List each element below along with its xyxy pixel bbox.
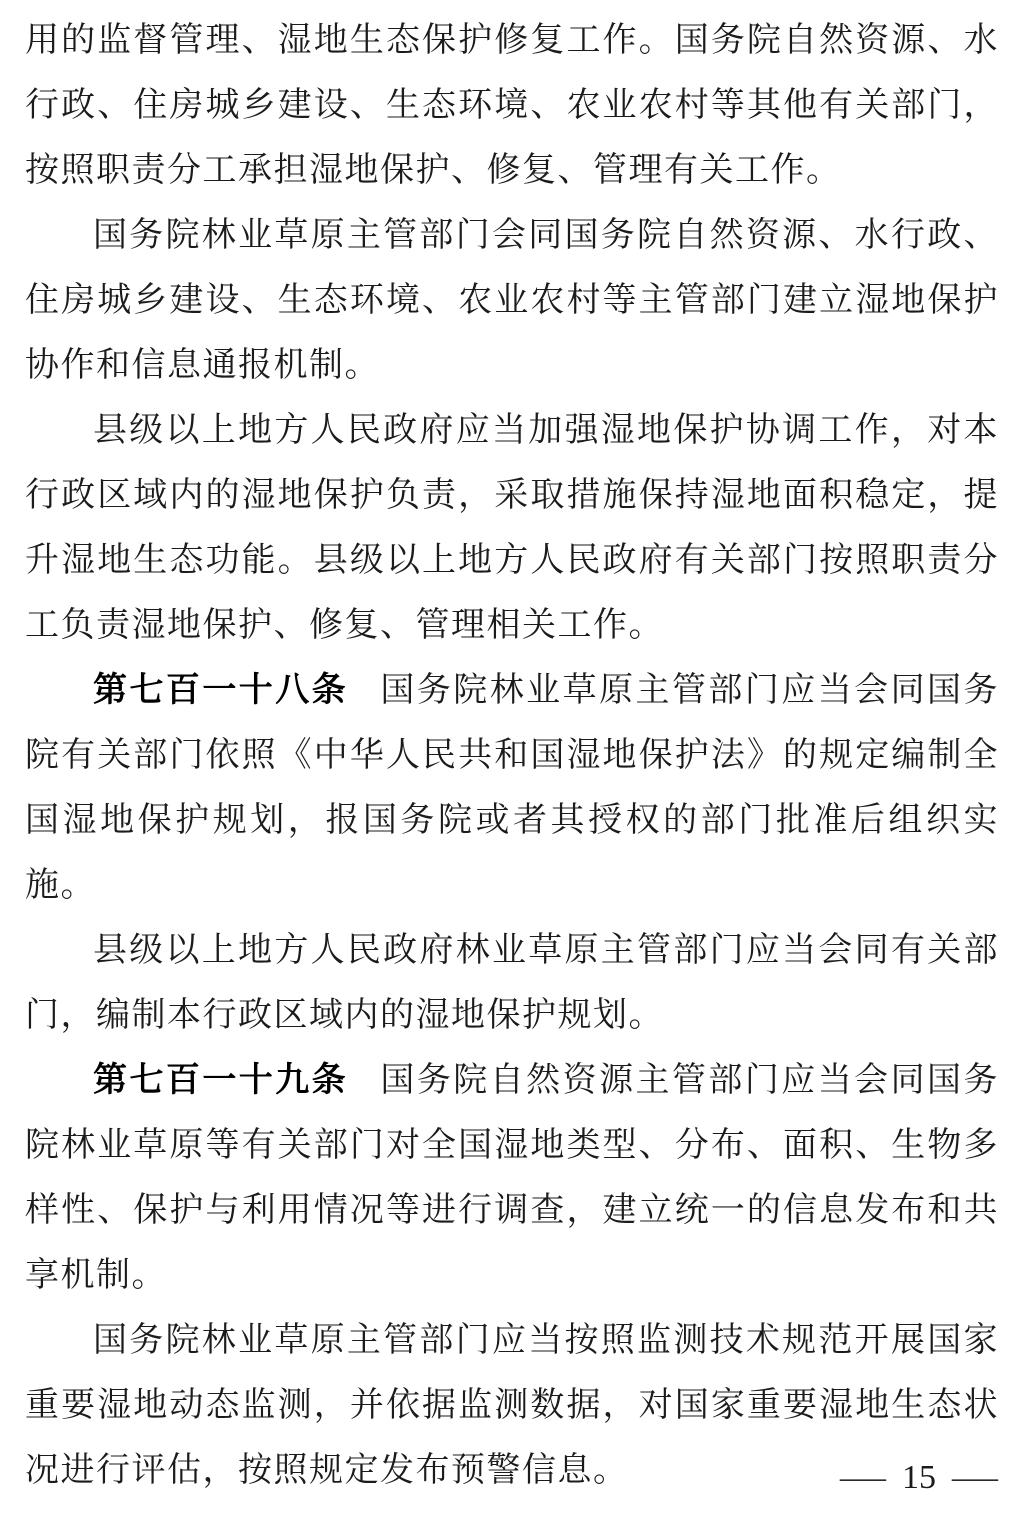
paragraph-text: 国务院自然资源主管部门应当会同国务院林业草原等有关部门对全国湿地类型、分布、面积、生物多样性、保护与利用情况等进行调查，建立统一的信息发布和共享机制。 (25, 1062, 1000, 1294)
paragraph (25, 8, 999, 203)
paragraph-text: 国务院林业草原主管部门应当按照监测技术规范开展国家重要湿地动态监测，并依据监测数据，对国家重要湿地生态状况进行评估，按照规定发布预警信息。 (25, 1322, 999, 1489)
article-number: 第七百一十八条 (93, 672, 349, 709)
paragraph-text: 县级以上地方人民政府林业草原主管部门应当会同有关部门，编制本行政区域内的湿地保护规划。 (25, 932, 999, 1034)
page-number: 15 (902, 1459, 936, 1496)
paragraph (25, 203, 999, 398)
paragraph-text: 县级以上地方人民政府应当加强湿地保护协调工作，对本行政区域内的湿地保护负责，采取措施保持湿地面积稳定，提升湿地生态功能。县级以上地方人民政府有关部门按照职责分工负责湿地保护、修复、管理相关工作。 (25, 412, 999, 644)
article-number: 第七百一十九条 (93, 1062, 349, 1099)
paragraph-text: 国务院林业草原主管部门会同国务院自然资源、水行政、住房城乡建设、生态环境、农业农村等主管部门建立湿地保护协作和信息通报机制。 (25, 217, 999, 384)
page-footer (840, 1459, 998, 1497)
footer-dash-left: — (840, 1459, 886, 1496)
document-body (25, 8, 999, 1503)
paragraph-text: 用的监督管理、湿地生态保护修复工作。国务院自然资源、水行政、住房城乡建设、生态环境、农业农村等其他有关部门，按照职责分工承担湿地保护、修复、管理有关工作。 (25, 22, 999, 189)
footer-dash-right: — (952, 1459, 998, 1496)
paragraph (25, 658, 999, 918)
paragraph-text: 国务院林业草原主管部门应当会同国务院有关部门依照《中华人民共和国湿地保护法》的规定编制全国湿地保护规划，报国务院或者其授权的部门批准后组织实施。 (25, 672, 1000, 904)
paragraph (25, 398, 999, 658)
paragraph (25, 918, 999, 1048)
paragraph (25, 1048, 999, 1308)
